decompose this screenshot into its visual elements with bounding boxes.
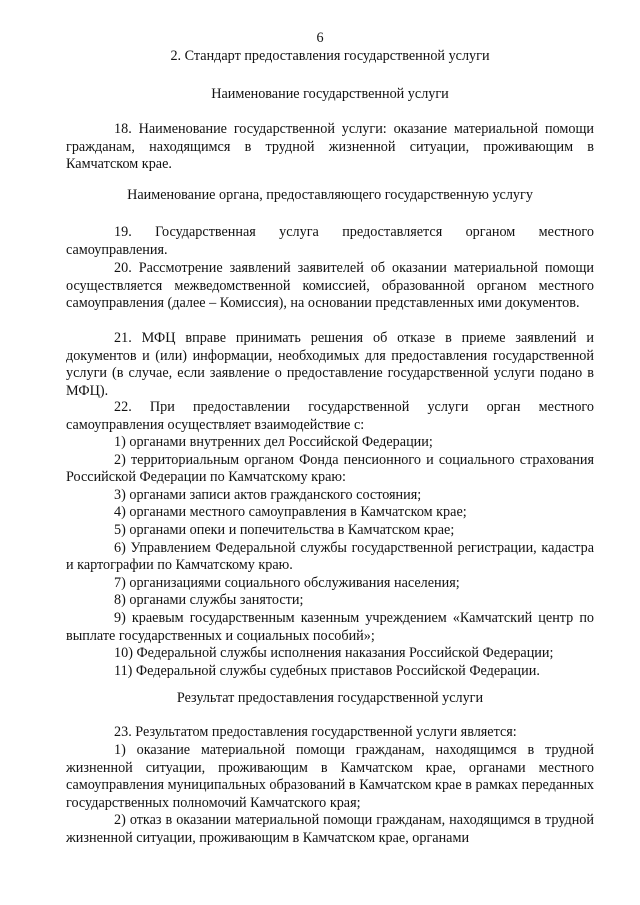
list-item: 2) отказ в оказании материальной помощи гражданам, находящимся в трудной жизненной ситуации, проживающим в Камчатском крае, органами — [66, 812, 594, 846]
paragraph-21: 21. МФЦ вправе принимать решения об отказе в приеме заявлений и документов и (или) информации, необходимых для предоставления государственной услуги (в случае, если заявление о предоставление государственной услуги подано в МФЦ). — [66, 330, 594, 399]
paragraph-18: 18. Наименование государственной услуги: оказание материальной помощи гражданам, находящимся в трудной жизненной ситуации, проживающим в Камчатском крае. — [66, 121, 594, 173]
list-item: 6) Управлением Федеральной службы государственной регистрации, кадастра и картографии по Камчатскому краю. — [66, 539, 594, 574]
list-item: 1) оказание материальной помощи гражданам, находящимся в трудной жизненной ситуации, проживающим в Камчатском крае, органами местного самоуправления муниципальных образований в Камчатском крае в рамках переданных государственных полномочий Камчатского края; — [66, 742, 594, 811]
list-item: 1) органами внутренних дел Российской Федерации; — [114, 434, 433, 450]
list-item: 2) территориальным органом Фонда пенсионного и социального страхования Российской Федерации по Камчатскому краю: — [66, 451, 594, 486]
list-item: 3) органами записи актов гражданского состояния; — [114, 486, 422, 503]
list-item: 7) организациями социального обслуживания населения; — [114, 574, 460, 591]
page-number: 6 — [316, 30, 324, 46]
list-item: 4) органами местного самоуправления в Камчатском крае; — [114, 504, 467, 521]
section-title: 2. Стандарт предоставления государственной услуги — [170, 48, 490, 64]
list-item: 10) Федеральной службы исполнения наказания Российской Федерации; — [114, 645, 554, 662]
list-item: 8) органами службы занятости; — [114, 592, 304, 609]
list-22 — [66, 434, 594, 680]
paragraph-23: 23. Результатом предоставления государственной услуги является: — [114, 724, 517, 740]
list-item: 9) краевым государственным казенным учреждением «Камчатский центр по выплате государственных и социальных пособий»; — [66, 609, 594, 644]
list-item: 5) органами опеки и попечительства в Камчатском крае; — [114, 521, 455, 538]
heading-service-name: Наименование государственной услуги — [211, 86, 449, 102]
paragraph-20: 20. Рассмотрение заявлений заявителей об оказании материальной помощи осуществляется межведомственной комиссией, образованной органом местного самоуправления (далее – Комиссия), на основании представленных ими документов. — [66, 260, 594, 312]
paragraph-19: 19. Государственная услуга предоставляется органом местного самоуправления. — [66, 224, 594, 258]
heading-provider: Наименование органа, предоставляющего государственную услугу — [127, 187, 533, 203]
list-item: 11) Федеральной службы судебных приставов Российской Федерации. — [114, 662, 540, 679]
heading-result: Результат предоставления государственной услуги — [176, 690, 484, 706]
list-23 — [66, 742, 594, 848]
paragraph-22: 22. При предоставлении государственной услуги орган местного самоуправления осуществляет взаимодействие с: — [66, 399, 594, 433]
